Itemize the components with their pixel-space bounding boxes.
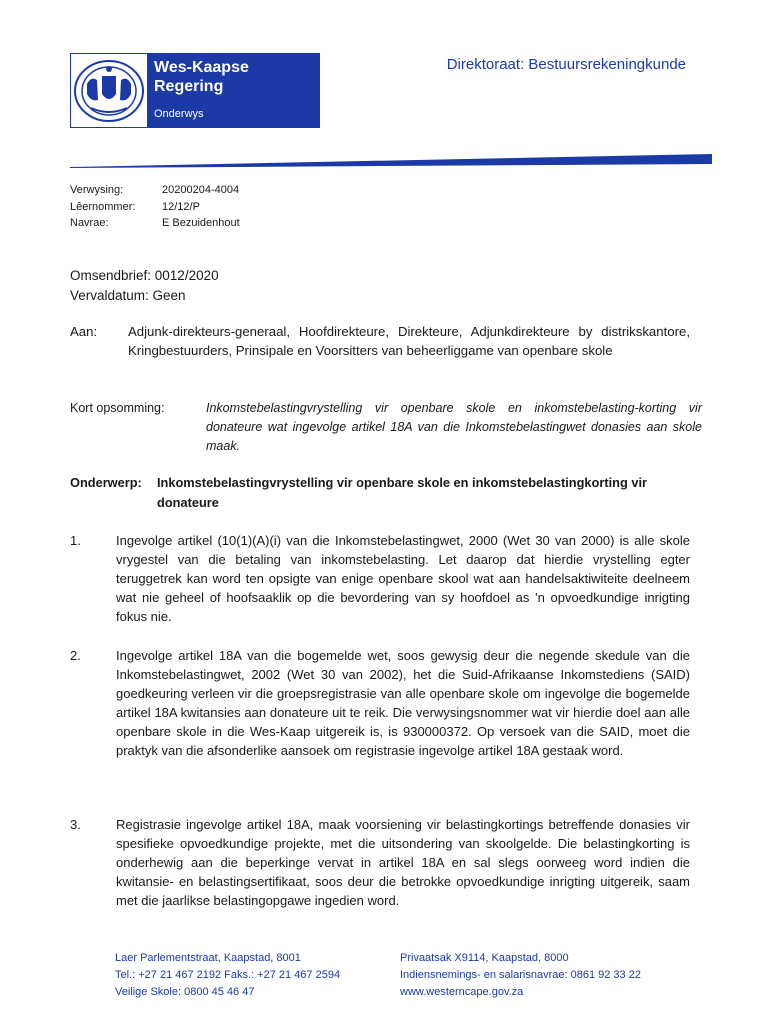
footer-safe-schools: Veilige Skole: 0800 45 46 47 [115,986,255,998]
expiry-date: Vervaldatum: Geen [70,288,186,303]
footer-website-link[interactable]: www.westerncape.gov.za [400,986,524,998]
summary-block [70,399,702,456]
reference-value: 20200204-4004 [162,184,240,196]
addressee-block [70,322,690,360]
summary-text: Inkomstebelastingvrystelling vir openbare skole en inkomstebelasting-korting vir donateure wat ingevolge artikel 18A van die Inkomstebelastingwet donasies aan skole maak. [206,401,702,453]
file-number-row [70,199,240,216]
logo-line-2: Regering [154,78,224,95]
enquiries-value: E Bezuidenhout [162,217,240,229]
enquiries-row [70,215,240,232]
footer-postal: Privaatsak X9114, Kaapstad, 8000 [400,952,569,964]
directorate-title: Direktoraat: Bestuursrekeningkunde [446,56,686,73]
paragraph-1 [70,531,690,626]
enquiries-label: Navrae: [70,217,109,229]
subject-block [70,473,692,512]
subject-text: Inkomstebelastingvrystelling vir openbare skole en inkomstebelastingkorting vir donateure [157,475,647,510]
paragraph-text: Ingevolge artikel (10(1)(A)(i) van die Inkomstebelastingwet, 2000 (Wet 30 van 2000) is alle skole vrygestel van die betaling van inkomstebelasting. Let daarop dat hierdie vrystelling egter teruggetrek kan word ten opsigte van enige openbare skool wat aan handelsaktiwiteite deelneem wat nie geheel of hoofsaaklik op die bevordering van sy hoofdoel as 'n opvoedkundige inrigting fokus nie. [116,533,690,625]
circular-number: Omsendbrief: 0012/2020 [70,268,219,283]
footer-contact [400,950,641,1001]
logo-title [154,58,249,96]
footer-phone: Tel.: +27 21 467 2192 Faks.: +27 21 467 2594 [115,969,341,981]
file-number-label: Lêernommer: [70,200,136,213]
coat-of-arms-icon [70,53,148,128]
paragraph-2 [70,646,690,761]
paragraph-3 [70,815,690,910]
reference-row [70,182,240,199]
paragraph-text: Registrasie ingevolge artikel 18A, maak voorsiening vir belastingkortings betreffende donasies vir spesifieke opvoedkundige projekte, met die uitsondering van skoolgelde. Die belastingkorting is onderhewig aan die beperkinge vervat in artikel 18A en sal slegs oorweeg word indien die kwitansie- en belastingsertifikaat, soos deur die betrokke opvoedkundige inrigting uitgereik, saam met die jaarlikse belastingopgawe ingedien word. [116,817,690,909]
reference-label: Verwysing: [70,184,124,196]
header-divider-bar [70,154,712,168]
footer-hr-enquiries: Indiensnemings- en salarisnavrae: 0861 92 33 22 [400,969,641,981]
paragraph-number: 1. [70,533,81,548]
summary-label: Kort opsomming: [70,401,165,415]
paragraph-number: 3. [70,817,81,832]
circular-info [70,266,219,306]
logo-department: Onderwys [154,108,204,120]
addressee-label: Aan: [70,324,98,339]
footer-address [115,950,340,1001]
logo-line-1: Wes-Kaapse [154,59,249,76]
paragraph-number: 2. [70,648,81,663]
addressee-text: Adjunk-direkteurs-generaal, Hoofdirekteure, Direkteure, Adjunkdirekteure by distrikskantore, Kringbestuurders, Prinsipale en Voorsitters van beheerliggame van openbare skole [128,324,690,358]
government-logo [70,53,320,128]
reference-block [70,182,240,232]
subject-label: Onderwerp: [70,475,142,490]
file-number-value: 12/12/P [162,200,200,213]
footer-street: Laer Parlementstraat, Kaapstad, 8001 [115,952,301,964]
paragraph-text: Ingevolge artikel 18A van die bogemelde wet, soos gewysig deur die negende skedule van die Inkomstebelastingwet, 2002 (Wet 30 van 2002), het die Suid-Afrikaanse Inkomstediens (SAID) goedkeuring verleen vir die groepsregistrasie van alle openbare skole om ingevolge die bogemelde artikel 18A kwitansies aan donateure uit te reik. Die verwysingsnommer wat vir hierdie doel aan alle openbare skole in die Wes-Kaap uitgereik is, is 930000372. Op versoek van die SAID, moet die praktyk van die afsonderlike aansoek om registrasie ingevolge artikel 18A gestaak word. [116,648,690,759]
